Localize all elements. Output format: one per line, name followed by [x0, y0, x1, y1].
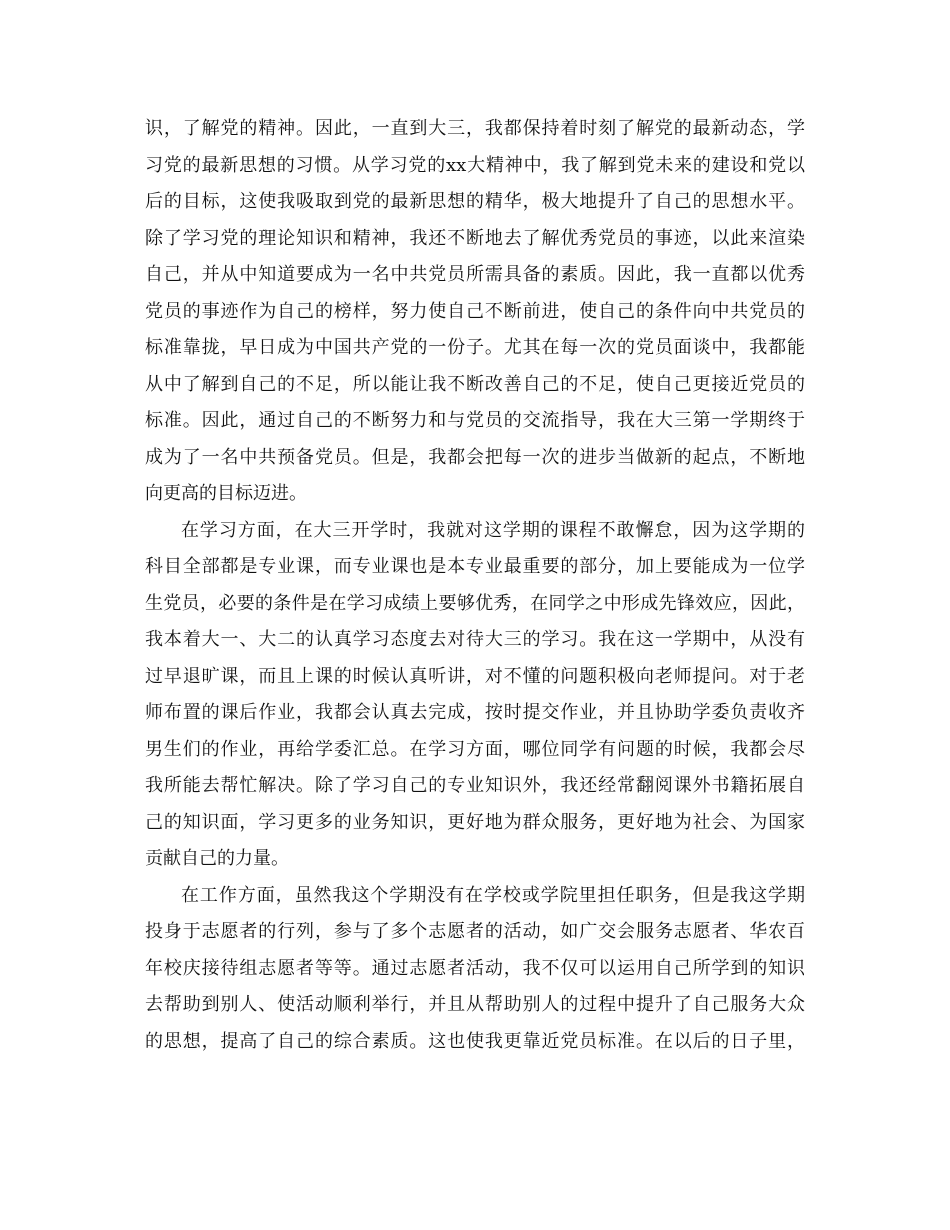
paragraph-study — [145, 513, 805, 878]
text-line: 师布置的课后作业，我都会认真去完成，按时提交作业，并且协助学委负责收齐 — [145, 702, 805, 723]
text-line: 标准靠拢，早日成为中国共产党的一份子。尤其在每一次的党员面谈中，我都能 — [145, 337, 805, 358]
text-line: 年校庆接待组志愿者等等。通过志愿者活动，我不仅可以运用自己所学到的知识 — [145, 957, 805, 979]
text-line: 向更高的目标迈进。 — [145, 483, 307, 504]
text-line: 在学习方面，在大三开学时，我就对这学期的课程不敢懈怠，因为这学期的 — [181, 519, 805, 541]
text-line: 后的目标，这使我吸取到党的最新思想的精华，极大地提升了自己的思想水平。 — [145, 191, 805, 212]
text-line: 去帮助到别人、使活动顺利举行，并且从帮助别人的过程中提升了自己服务大众 — [145, 994, 805, 1015]
text-line: 识，了解党的精神。因此，一直到大三，我都保持着时刻了解党的最新动态，学 — [145, 118, 805, 139]
text-line: 除了学习党的理论知识和精神，我还不断地去了解优秀党员的事迹，以此来渲染 — [145, 227, 805, 249]
text-line: 从中了解到自己的不足，所以能让我不断改善自己的不足，使自己更接近党员的 — [145, 373, 805, 395]
text-line: 自己，并从中知道要成为一名中共党员所需具备的素质。因此，我一直都以优秀 — [145, 264, 805, 285]
text-line: 成为了一名中共预备党员。但是，我都会把每一次的进步当做新的起点，不断地 — [145, 446, 805, 468]
text-line: 男生们的作业，再给学委汇总。在学习方面，哪位同学有问题的时候，我都会尽 — [145, 738, 805, 760]
paragraph-work — [145, 878, 805, 1061]
paragraph-party-study — [145, 111, 805, 513]
text-line: 习党的最新思想的习惯。从学习党的xx大精神中，我了解到党未来的建设和党以 — [145, 154, 805, 176]
text-line: 科目全部都是专业课，而专业课也是本专业最重要的部分，加上要能成为一位学 — [145, 556, 805, 577]
text-line: 我本着大一、大二的认真学习态度去对待大三的学习。我在这一学期中，从没有 — [145, 629, 805, 650]
text-line: 投身于志愿者的行列，参与了多个志愿者的活动，如广交会服务志愿者、华农百 — [145, 921, 805, 942]
text-line: 生党员，必要的条件是在学习成绩上要够优秀，在同学之中形成先锋效应，因此， — [145, 592, 805, 614]
text-line: 过早退旷课，而且上课的时候认真听讲，对不懂的问题积极向老师提问。对于老 — [145, 665, 805, 687]
text-line: 在工作方面，虽然我这个学期没有在学校或学院里担任职务，但是我这学期 — [181, 884, 805, 906]
text-line: 我所能去帮忙解决。除了学习自己的专业知识外，我还经常翻阅课外书籍拓展自 — [145, 775, 805, 796]
text-line: 贡献自己的力量。 — [145, 848, 289, 869]
document-body — [145, 111, 805, 1060]
text-line: 标准。因此，通过自己的不断努力和与党员的交流指导，我在大三第一学期终于 — [145, 410, 805, 431]
text-line: 己的知识面，学习更多的业务知识，更好地为群众服务，更好地为社会、为国家 — [145, 811, 805, 833]
text-line: 的思想，提高了自己的综合素质。这也使我更靠近党员标准。在以后的日子里， — [145, 1030, 805, 1052]
text-line: 党员的事迹作为自己的榜样，努力使自己不断前进，使自己的条件向中共党员的 — [145, 300, 805, 322]
